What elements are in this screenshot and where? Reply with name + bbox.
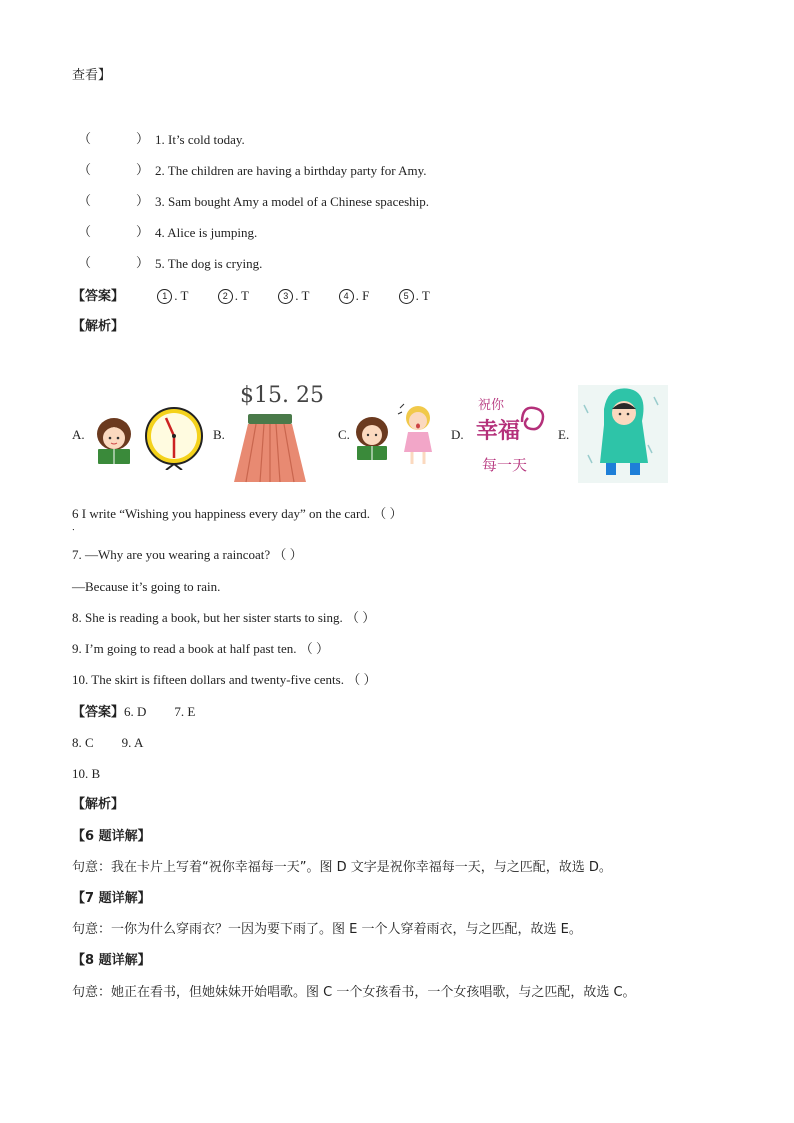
swirl-icon (518, 402, 548, 442)
question-6: 6 I write “Wishing you happiness every day” on the card. （ ） (72, 506, 403, 521)
option-e-label: E. (558, 427, 570, 442)
answer-item-2: 2 . T (218, 287, 249, 305)
card-line-1: 祝你 (478, 398, 505, 413)
analysis-label-2: 【解析】 (72, 797, 125, 812)
answer-row-2 (72, 703, 195, 722)
answer-row-1 (72, 287, 456, 306)
answer-item-4: 4 . F (339, 287, 370, 305)
girl-reading-icon (356, 417, 388, 460)
detail-7-text: 句意：一你为什么穿雨衣？一因为要下雨了。图 E 一个人穿着雨衣，与之匹配，故选 E。 (72, 922, 582, 937)
price-tag: $15. 25 (240, 383, 324, 408)
detail-6-text: 句意：我在卡片上写着“祝你幸福每一天”。图 D 文字是祝你幸福每一天，与之匹配，故选 D。 (72, 860, 612, 875)
answer-label: 【答案】 (72, 289, 125, 304)
option-a-picture (92, 404, 204, 470)
detail-7-heading: 【7 题详解】 (72, 891, 151, 906)
answer-item-1: 1 . T (157, 287, 188, 305)
answer-6: 6. D (124, 704, 147, 719)
answer-item-3: 3 . T (278, 287, 309, 305)
card-line-3: 每一天 (482, 456, 528, 474)
girl-singing-icon (398, 404, 432, 464)
answer-item-5: 5 . T (399, 287, 430, 305)
greeting-card (474, 390, 554, 480)
answer-8: 8. C (72, 735, 94, 750)
answer-10: 10. B (72, 766, 101, 781)
option-a-label: A. (72, 427, 85, 442)
clock-icon (146, 408, 202, 470)
analysis-label-1: 【解析】 (72, 319, 125, 334)
question-10: 10. The skirt is fifteen dollars and twenty-five cents. （ ） (72, 672, 377, 687)
question-6-dot: ． (72, 523, 82, 533)
answer-7: 7. E (174, 704, 196, 719)
raincoat-child-icon (578, 385, 668, 483)
detail-8-heading: 【8 题详解】 (72, 953, 151, 968)
skirt-icon (230, 412, 310, 484)
answer-9: 9. A (121, 735, 144, 750)
detail-6-heading: 【6 题详解】 (72, 829, 151, 844)
option-c-label: C. (338, 427, 350, 442)
question-9: 9. I’m going to read a book at half past ten. （ ） (72, 641, 330, 656)
header-fragment: 查看】 (72, 68, 112, 83)
question-7-reply: —Because it’s going to rain. (72, 579, 221, 594)
option-b-label: B. (213, 427, 225, 442)
option-d-label: D. (451, 427, 464, 442)
answer-label: 【答案】 (72, 705, 125, 720)
girl-reading-icon (97, 418, 131, 464)
detail-8-text: 句意：她正在看书，但她妹妹开始唱歌。图 C 一个女孩看书，一个女孩唱歌，与之匹配，故选 C。 (72, 985, 636, 1000)
question-7: 7. —Why are you wearing a raincoat? （ ） (72, 547, 303, 562)
option-c-picture (352, 402, 438, 466)
question-8: 8. She is reading a book, but her sister starts to sing. （ ） (72, 610, 376, 625)
card-line-2: 幸福 (476, 419, 521, 444)
answer-row-3 (72, 734, 143, 752)
